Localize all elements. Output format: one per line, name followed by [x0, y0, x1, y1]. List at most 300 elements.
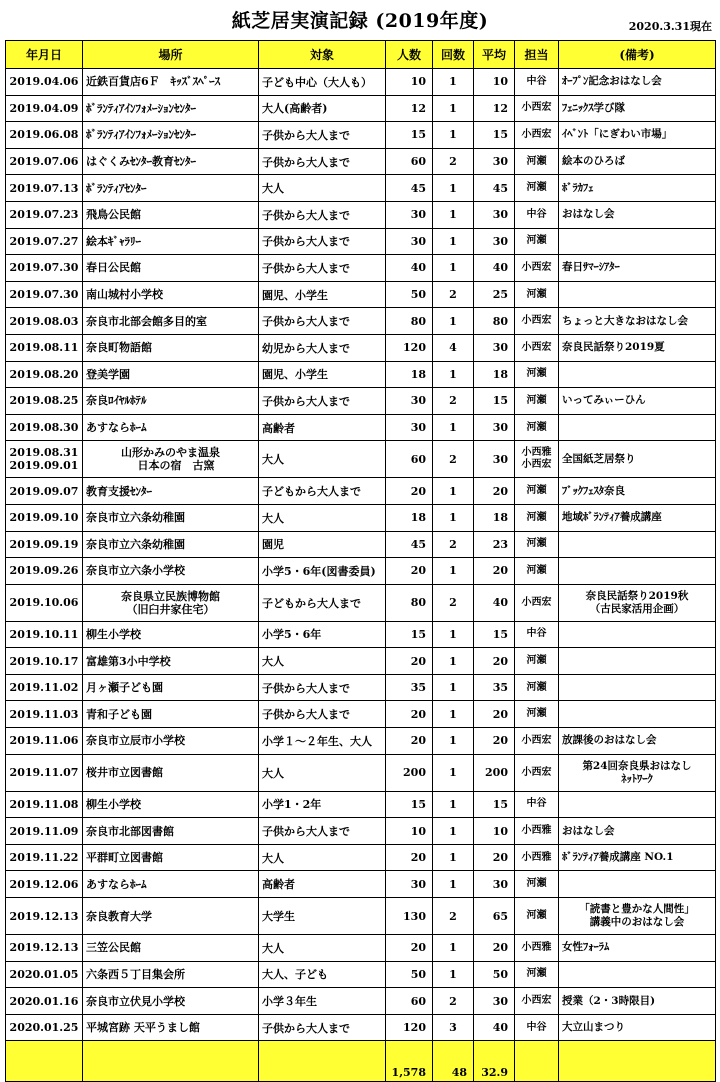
- row-average: 80: [474, 308, 515, 335]
- row-average: 200: [474, 754, 515, 791]
- row-date: 2019.11.06: [6, 728, 83, 755]
- row-times: 1: [433, 122, 474, 149]
- row-date: 2019.08.31 2019.09.01: [6, 441, 83, 478]
- row-date: 2020.01.05: [6, 961, 83, 988]
- row-note: 絵本のひろば: [559, 148, 716, 175]
- row-place: 奈良市立六条幼稚園: [83, 531, 259, 558]
- row-target: 大人: [259, 648, 386, 675]
- row-times: 1: [433, 701, 474, 728]
- row-date: 2019.11.08: [6, 791, 83, 818]
- row-staff: 中谷: [515, 69, 559, 96]
- row-place: 奈良市立伏見小学校: [83, 988, 259, 1015]
- row-staff: 河瀬: [515, 175, 559, 202]
- row-people: 30: [386, 414, 433, 441]
- table-row: [6, 621, 716, 648]
- row-date: 2019.09.10: [6, 504, 83, 531]
- row-date: 2019.07.27: [6, 228, 83, 255]
- row-target: 子供から大人まで: [259, 122, 386, 149]
- row-times: 2: [433, 898, 474, 935]
- row-date: 2019.08.25: [6, 388, 83, 415]
- row-average: 12: [474, 95, 515, 122]
- row-times: 2: [433, 584, 474, 621]
- row-staff: 河瀬: [515, 961, 559, 988]
- row-date: 2019.06.08: [6, 122, 83, 149]
- row-times: 1: [433, 728, 474, 755]
- row-date: 2019.12.06: [6, 871, 83, 898]
- row-average: 15: [474, 122, 515, 149]
- row-date: 2019.09.26: [6, 558, 83, 585]
- row-average: 30: [474, 414, 515, 441]
- row-staff: 河瀬: [515, 674, 559, 701]
- row-place: ﾎﾞﾗﾝﾃｨｱｲﾝﾌｫﾒｰｼｮﾝｾﾝﾀｰ: [83, 95, 259, 122]
- row-people: 20: [386, 701, 433, 728]
- row-staff: 小西宏: [515, 255, 559, 282]
- row-people: 30: [386, 871, 433, 898]
- row-average: 20: [474, 844, 515, 871]
- row-note: 授業（2・3時限目): [559, 988, 716, 1015]
- row-place: 平城宮跡 天平うまし館: [83, 1014, 259, 1041]
- row-date: 2019.12.13: [6, 898, 83, 935]
- row-people: 10: [386, 818, 433, 845]
- row-people: 20: [386, 648, 433, 675]
- row-people: 18: [386, 361, 433, 388]
- row-target: 子供から大人まで: [259, 228, 386, 255]
- row-note: 女性ﾌｫｰﾗﾑ: [559, 935, 716, 962]
- table-row: [6, 148, 716, 175]
- table-row: [6, 361, 716, 388]
- row-date: 2019.04.09: [6, 95, 83, 122]
- row-target: 大人(高齢者): [259, 95, 386, 122]
- row-average: 10: [474, 818, 515, 845]
- row-staff: 河瀬: [515, 531, 559, 558]
- row-date: 2019.10.06: [6, 584, 83, 621]
- table-row: [6, 648, 716, 675]
- col-header-place: 場所: [83, 41, 259, 69]
- row-note: ﾎﾞﾗﾝﾃｨｱ養成講座 NO.1: [559, 844, 716, 871]
- row-average: 20: [474, 701, 515, 728]
- totals-empty-date: [6, 1041, 83, 1082]
- row-place: 三笠公民館: [83, 935, 259, 962]
- row-target: 子供から大人まで: [259, 1014, 386, 1041]
- row-place: 近鉄百貨店6Ｆ ｷｯｽﾞｽﾍﾟｰｽ: [83, 69, 259, 96]
- row-people: 12: [386, 95, 433, 122]
- row-date: 2019.11.07: [6, 754, 83, 791]
- row-note: 春日ｻﾏｰｼｱﾀｰ: [559, 255, 716, 282]
- table-row: [6, 228, 716, 255]
- row-target: 小学１～２年生、大人: [259, 728, 386, 755]
- row-times: 2: [433, 531, 474, 558]
- row-place: 奈良市立辰市小学校: [83, 728, 259, 755]
- row-date: 2019.11.02: [6, 674, 83, 701]
- row-target: 大人: [259, 441, 386, 478]
- row-staff: 小西宏: [515, 95, 559, 122]
- table-row: [6, 844, 716, 871]
- row-staff: 河瀬: [515, 281, 559, 308]
- row-date: 2019.12.13: [6, 935, 83, 962]
- row-place: 教育支援ｾﾝﾀｰ: [83, 478, 259, 505]
- page-title: 紙芝居実演記録 (2019年度): [231, 10, 489, 32]
- row-times: 1: [433, 674, 474, 701]
- row-people: 50: [386, 961, 433, 988]
- row-place: 飛鳥公民館: [83, 201, 259, 228]
- row-staff: 小西雅: [515, 844, 559, 871]
- table-row: [6, 201, 716, 228]
- row-staff: 河瀬: [515, 898, 559, 935]
- row-note: [559, 281, 716, 308]
- row-place: 奈良市立六条小学校: [83, 558, 259, 585]
- row-times: 2: [433, 441, 474, 478]
- row-target: 子供から大人まで: [259, 255, 386, 282]
- row-people: 50: [386, 281, 433, 308]
- row-date: 2019.08.03: [6, 308, 83, 335]
- table-row: [6, 674, 716, 701]
- row-target: 大人: [259, 754, 386, 791]
- row-staff: 小西宏: [515, 754, 559, 791]
- row-average: 30: [474, 871, 515, 898]
- row-staff: 河瀬: [515, 148, 559, 175]
- row-times: 1: [433, 844, 474, 871]
- row-average: 30: [474, 148, 515, 175]
- row-place: 奈良市立六条幼稚園: [83, 504, 259, 531]
- row-average: 25: [474, 281, 515, 308]
- table-row: [6, 69, 716, 96]
- row-place: 奈良教育大学: [83, 898, 259, 935]
- row-target: 子ども中心（大人も）: [259, 69, 386, 96]
- totals-empty-target: [259, 1041, 386, 1082]
- row-average: 20: [474, 558, 515, 585]
- row-note: [559, 791, 716, 818]
- total-people: 1,578: [386, 1041, 433, 1082]
- row-note: 大立山まつり: [559, 1014, 716, 1041]
- row-target: 子供から大人まで: [259, 674, 386, 701]
- row-staff: 小西雅: [515, 818, 559, 845]
- row-note: [559, 228, 716, 255]
- table-row: [6, 531, 716, 558]
- table-row: [6, 441, 716, 478]
- row-average: 15: [474, 388, 515, 415]
- row-note: [559, 961, 716, 988]
- row-note: ちょっと大きなおはなし会: [559, 308, 716, 335]
- table-row: [6, 754, 716, 791]
- row-people: 60: [386, 988, 433, 1015]
- row-staff: 河瀬: [515, 871, 559, 898]
- row-target: 小学1・2年: [259, 791, 386, 818]
- row-times: 1: [433, 69, 474, 96]
- row-date: 2019.07.23: [6, 201, 83, 228]
- row-people: 20: [386, 558, 433, 585]
- row-staff: 河瀬: [515, 504, 559, 531]
- table-row: [6, 255, 716, 282]
- row-target: 園児、小学生: [259, 281, 386, 308]
- row-target: 園児: [259, 531, 386, 558]
- row-place: あすならﾎｰﾑ: [83, 414, 259, 441]
- row-note: [559, 674, 716, 701]
- row-date: 2019.08.11: [6, 334, 83, 361]
- col-header-date: 年月日: [6, 41, 83, 69]
- row-times: 2: [433, 148, 474, 175]
- row-staff: 小西宏: [515, 584, 559, 621]
- row-place: 柳生小学校: [83, 621, 259, 648]
- row-times: 1: [433, 791, 474, 818]
- row-date: 2019.10.17: [6, 648, 83, 675]
- row-times: 1: [433, 414, 474, 441]
- row-staff: 河瀬: [515, 361, 559, 388]
- row-note: ﾌｪﾆｯｸｽ学び隊: [559, 95, 716, 122]
- row-staff: 小西宏: [515, 334, 559, 361]
- row-note: [559, 558, 716, 585]
- table-row: [6, 414, 716, 441]
- row-people: 30: [386, 388, 433, 415]
- row-note: [559, 414, 716, 441]
- col-header-times: 回数: [433, 41, 474, 69]
- row-date: 2019.11.03: [6, 701, 83, 728]
- total-average: 32.9: [474, 1041, 515, 1082]
- row-note: [559, 871, 716, 898]
- row-times: 1: [433, 818, 474, 845]
- row-times: 1: [433, 175, 474, 202]
- row-average: 15: [474, 621, 515, 648]
- row-target: 子どもから大人まで: [259, 478, 386, 505]
- row-average: 45: [474, 175, 515, 202]
- row-target: 大人: [259, 935, 386, 962]
- row-place: ﾎﾞﾗﾝﾃｨｱｲﾝﾌｫﾒｰｼｮﾝｾﾝﾀｰ: [83, 122, 259, 149]
- row-average: 40: [474, 255, 515, 282]
- row-staff: 小西宏: [515, 728, 559, 755]
- row-people: 45: [386, 531, 433, 558]
- row-people: 15: [386, 621, 433, 648]
- row-people: 60: [386, 441, 433, 478]
- row-people: 20: [386, 478, 433, 505]
- table-row: [6, 701, 716, 728]
- row-average: 20: [474, 478, 515, 505]
- row-staff: 中谷: [515, 201, 559, 228]
- row-place: 桜井市立図書館: [83, 754, 259, 791]
- row-average: 15: [474, 791, 515, 818]
- row-place: 平群町立図書館: [83, 844, 259, 871]
- row-date: 2019.11.22: [6, 844, 83, 871]
- row-staff: 小西雅: [515, 935, 559, 962]
- row-people: 18: [386, 504, 433, 531]
- row-note: [559, 648, 716, 675]
- row-place: 六条西５丁目集会所: [83, 961, 259, 988]
- col-header-people: 人数: [386, 41, 433, 69]
- row-people: 35: [386, 674, 433, 701]
- row-average: 30: [474, 201, 515, 228]
- row-staff: 小西雅 小西宏: [515, 441, 559, 478]
- row-average: 20: [474, 935, 515, 962]
- row-average: 20: [474, 728, 515, 755]
- row-times: 1: [433, 558, 474, 585]
- row-target: 子供から大人まで: [259, 388, 386, 415]
- table-row: [6, 122, 716, 149]
- row-average: 30: [474, 334, 515, 361]
- row-note: 第24回奈良県おはなし ﾈｯﾄﾜｰｸ: [559, 754, 716, 791]
- row-date: 2019.08.20: [6, 361, 83, 388]
- row-date: 2020.01.16: [6, 988, 83, 1015]
- row-date: 2019.07.13: [6, 175, 83, 202]
- totals-empty-staff: [515, 1041, 559, 1082]
- row-average: 50: [474, 961, 515, 988]
- row-note: ﾌﾞｯｸﾌｪｽﾀ奈良: [559, 478, 716, 505]
- row-times: 1: [433, 201, 474, 228]
- row-people: 80: [386, 584, 433, 621]
- row-target: 高齢者: [259, 414, 386, 441]
- row-average: 30: [474, 441, 515, 478]
- table-row: [6, 558, 716, 585]
- table-row: [6, 334, 716, 361]
- row-target: 大学生: [259, 898, 386, 935]
- row-date: 2019.09.19: [6, 531, 83, 558]
- row-note: ﾎﾞﾗｶﾌｪ: [559, 175, 716, 202]
- row-place: 山形かみのやま温泉 日本の宿 古窯: [83, 441, 259, 478]
- table-row: [6, 175, 716, 202]
- row-target: 子供から大人まで: [259, 818, 386, 845]
- row-note: [559, 621, 716, 648]
- row-times: 1: [433, 95, 474, 122]
- row-average: 35: [474, 674, 515, 701]
- row-place: 奈良町物語館: [83, 334, 259, 361]
- row-times: 1: [433, 504, 474, 531]
- row-times: 2: [433, 281, 474, 308]
- row-note: [559, 701, 716, 728]
- row-average: 18: [474, 361, 515, 388]
- row-target: 幼児から大人まで: [259, 334, 386, 361]
- row-place: 絵本ｷﾞｬﾗﾘｰ: [83, 228, 259, 255]
- row-people: 30: [386, 228, 433, 255]
- row-times: 1: [433, 361, 474, 388]
- row-target: 大人: [259, 844, 386, 871]
- row-note: ｲﾍﾞﾝﾄ「にぎわい市場」: [559, 122, 716, 149]
- row-place: 奈良県立民族博物館 （旧臼井家住宅）: [83, 584, 259, 621]
- totals-row: [6, 1041, 716, 1082]
- row-average: 40: [474, 584, 515, 621]
- col-header-note: (備考): [559, 41, 716, 69]
- col-header-staff: 担当: [515, 41, 559, 69]
- row-people: 15: [386, 791, 433, 818]
- row-times: 1: [433, 255, 474, 282]
- table-row: [6, 898, 716, 935]
- row-date: 2019.10.11: [6, 621, 83, 648]
- row-average: 30: [474, 988, 515, 1015]
- row-times: 1: [433, 935, 474, 962]
- performance-record-table: [5, 40, 716, 1082]
- row-note: 奈良民話祭り2019夏: [559, 334, 716, 361]
- row-people: 80: [386, 308, 433, 335]
- row-date: 2019.08.30: [6, 414, 83, 441]
- row-place: 柳生小学校: [83, 791, 259, 818]
- table-row: [6, 388, 716, 415]
- row-target: 子どもから大人まで: [259, 584, 386, 621]
- row-staff: 河瀬: [515, 388, 559, 415]
- row-people: 60: [386, 148, 433, 175]
- row-note: 放課後のおはなし会: [559, 728, 716, 755]
- row-staff: 河瀬: [515, 478, 559, 505]
- table-row: [6, 281, 716, 308]
- row-average: 23: [474, 531, 515, 558]
- row-staff: 河瀬: [515, 228, 559, 255]
- header-row: [6, 41, 716, 69]
- row-staff: 河瀬: [515, 648, 559, 675]
- row-place: 春日公民館: [83, 255, 259, 282]
- row-average: 65: [474, 898, 515, 935]
- row-date: 2019.07.30: [6, 281, 83, 308]
- totals-empty-note: [559, 1041, 716, 1082]
- row-people: 200: [386, 754, 433, 791]
- row-staff: 小西宏: [515, 122, 559, 149]
- row-average: 40: [474, 1014, 515, 1041]
- row-date: 2019.07.30: [6, 255, 83, 282]
- row-staff: 中谷: [515, 621, 559, 648]
- row-times: 4: [433, 334, 474, 361]
- row-place: 月ヶ瀬子ども園: [83, 674, 259, 701]
- row-people: 10: [386, 69, 433, 96]
- row-target: 大人、子ども: [259, 961, 386, 988]
- row-average: 10: [474, 69, 515, 96]
- row-average: 30: [474, 228, 515, 255]
- row-place: 南山城村小学校: [83, 281, 259, 308]
- row-target: 子供から大人まで: [259, 701, 386, 728]
- row-date: 2020.01.25: [6, 1014, 83, 1041]
- row-target: 大人: [259, 175, 386, 202]
- row-place: 奈良市北部会館多目的室: [83, 308, 259, 335]
- row-target: 高齢者: [259, 871, 386, 898]
- col-header-average: 平均: [474, 41, 515, 69]
- row-people: 20: [386, 728, 433, 755]
- table-row: [6, 584, 716, 621]
- row-times: 1: [433, 871, 474, 898]
- row-people: 30: [386, 201, 433, 228]
- row-target: 子供から大人まで: [259, 148, 386, 175]
- row-times: 2: [433, 388, 474, 415]
- row-place: 登美学園: [83, 361, 259, 388]
- row-times: 2: [433, 988, 474, 1015]
- row-people: 120: [386, 334, 433, 361]
- row-average: 18: [474, 504, 515, 531]
- row-target: 大人: [259, 504, 386, 531]
- row-target: 小学5・6年: [259, 621, 386, 648]
- row-average: 20: [474, 648, 515, 675]
- total-times: 48: [433, 1041, 474, 1082]
- row-note: 奈良民話祭り2019秋 （古民家活用企画）: [559, 584, 716, 621]
- row-people: 120: [386, 1014, 433, 1041]
- row-staff: 河瀬: [515, 558, 559, 585]
- row-note: おはなし会: [559, 818, 716, 845]
- row-place: あすならﾎｰﾑ: [83, 871, 259, 898]
- row-times: 1: [433, 648, 474, 675]
- row-people: 130: [386, 898, 433, 935]
- row-note: おはなし会: [559, 201, 716, 228]
- row-place: 奈良市北部図書館: [83, 818, 259, 845]
- row-people: 20: [386, 844, 433, 871]
- row-place: 富雄第3小中学校: [83, 648, 259, 675]
- row-target: 小学5・6年(図書委員): [259, 558, 386, 585]
- row-people: 45: [386, 175, 433, 202]
- table-row: [6, 728, 716, 755]
- row-times: 1: [433, 478, 474, 505]
- row-staff: 中谷: [515, 791, 559, 818]
- row-target: 子供から大人まで: [259, 201, 386, 228]
- table-row: [6, 478, 716, 505]
- row-target: 子供から大人まで: [259, 308, 386, 335]
- row-staff: 小西宏: [515, 308, 559, 335]
- row-note: いってみぃーひん: [559, 388, 716, 415]
- row-note: ｵｰﾌﾟﾝ記念おはなし会: [559, 69, 716, 96]
- row-times: 1: [433, 961, 474, 988]
- table-row: [6, 935, 716, 962]
- table-row: [6, 791, 716, 818]
- row-times: 1: [433, 621, 474, 648]
- row-people: 40: [386, 255, 433, 282]
